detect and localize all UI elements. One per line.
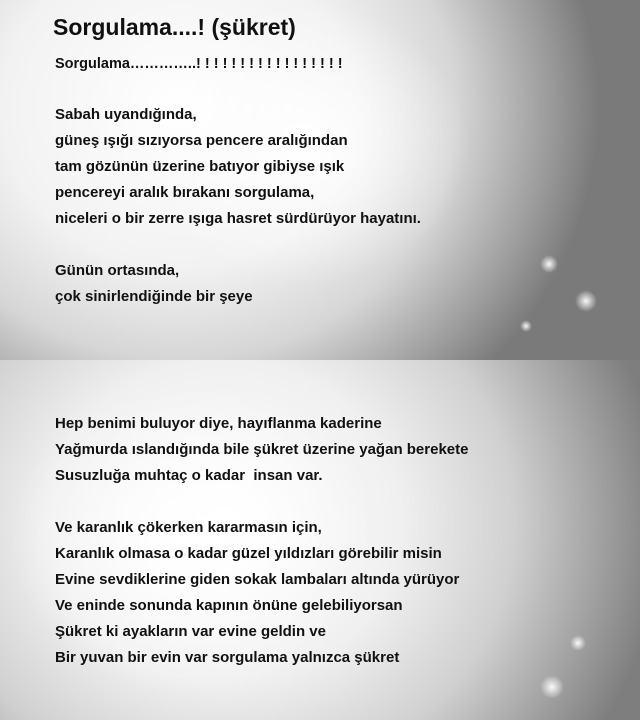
poem-line: niceleri o bir zerre ışıga hasret sürdürüyor hayatını. xyxy=(55,210,421,227)
poem-panel-bottom xyxy=(0,360,640,720)
poem-line: pencereyi aralık bırakanı sorgulama, xyxy=(55,184,315,201)
poem-line: Susuzluğa muhtaç o kadar insan var. xyxy=(55,467,323,484)
poem-line: Şükret ki ayakların var evine geldin ve xyxy=(55,623,326,640)
poem-line: Bir yuvan bir evin var sorgulama yalnızca şükret xyxy=(55,649,400,666)
poem-line: çok sinirlendiğinde bir şeye xyxy=(55,288,253,305)
poem-line: Ve karanlık çökerken kararmasın için, xyxy=(55,519,322,536)
poem-line: Ve eninde sonunda kapının önüne gelebiliyorsan xyxy=(55,597,403,614)
poem-line: Hep benimi buluyor diye, hayıflanma kaderine xyxy=(55,415,382,432)
poem-line: Günün ortasında, xyxy=(55,262,180,279)
poem-line: Sabah uyandığında, xyxy=(55,106,197,123)
stanza-2 xyxy=(55,258,253,310)
stanza-1 xyxy=(55,102,421,232)
stanza-3 xyxy=(55,411,468,489)
stanza-4 xyxy=(55,515,459,671)
poem-line: Yağmurda ıslandığında bile şükret üzerine yağan berekete xyxy=(55,441,469,458)
poem-line: tam gözünün üzerine batıyor gibiyse ışık xyxy=(55,158,345,175)
poem-subtitle: Sorgulama…………..! ! ! ! ! ! ! ! ! ! ! ! ! ! ! ! ! xyxy=(55,56,343,72)
poem-line: güneş ışığı sızıyorsa pencere aralığından xyxy=(55,132,348,149)
poem-line: Evine sevdiklerine giden sokak lambaları altında yürüyor xyxy=(55,571,460,588)
poem-line: Karanlık olmasa o kadar güzel yıldızları görebilir misin xyxy=(55,545,442,562)
poem-title: Sorgulama....! (şükret) xyxy=(53,14,296,40)
